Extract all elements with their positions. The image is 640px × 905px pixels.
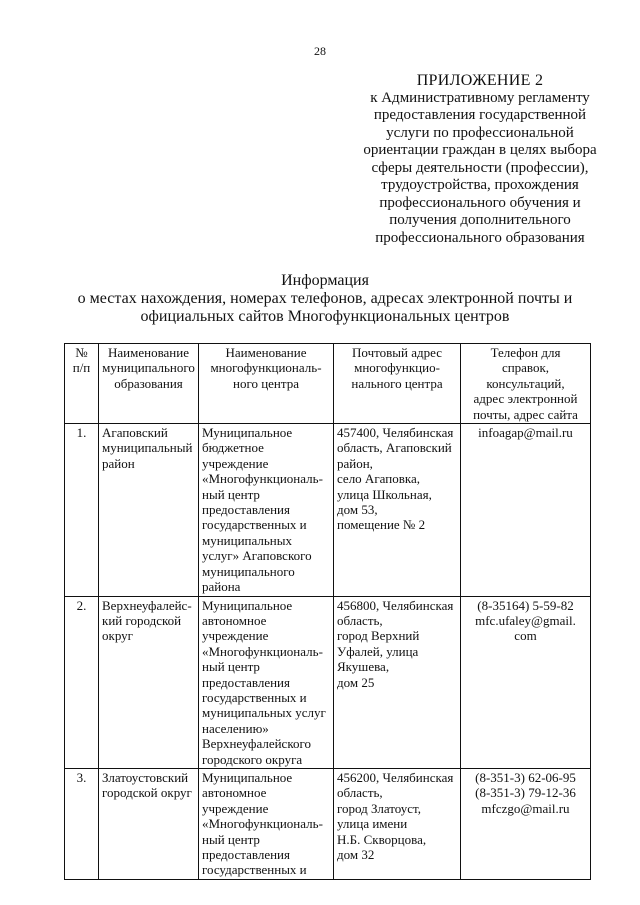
cell-line: кий городской	[102, 612, 182, 628]
cell-line: округ	[102, 628, 133, 644]
cell-line: помещение № 2	[337, 517, 426, 533]
cell-line: муниципальных услуг	[202, 705, 326, 721]
header-phone-email	[461, 344, 591, 424]
cell-line: Агаповский	[102, 425, 168, 441]
table-header-row	[65, 344, 591, 424]
cell-line: Телефон для	[490, 345, 561, 360]
cell-line: ный центр	[202, 831, 260, 847]
cell-line: муниципальных	[202, 532, 293, 548]
row-contacts	[461, 768, 591, 879]
cell-line: Муниципальное	[202, 769, 293, 785]
row-postal-address	[334, 424, 461, 596]
cell-line: ный центр	[202, 486, 260, 502]
cell-line: Якушева,	[337, 659, 390, 675]
cell-line: услуг» Агаповского	[202, 548, 312, 564]
cell-line: государственных и	[202, 862, 307, 878]
cell-line: mfc.ufaley@gmail.	[475, 612, 576, 628]
cell-line: (8-351-3) 79-12-36	[475, 785, 576, 801]
cell-line: район,	[337, 455, 373, 471]
cell-line: село Агаповка,	[337, 471, 420, 487]
appendix-line: получения дополнительного	[389, 212, 571, 228]
cell-line: дом 25	[337, 674, 375, 690]
cell-line: городской округ	[102, 785, 192, 801]
info-subtitle-line: о местах нахождения, номерах телефонов, адресах электронной почты и	[77, 290, 573, 307]
cell-line: многофункциональ-	[210, 360, 322, 376]
cell-line: городского округа	[202, 751, 303, 767]
row-municipality	[99, 424, 199, 596]
cell-line: Муниципальное	[202, 425, 293, 441]
cell-line: муниципальный	[102, 440, 193, 456]
row-center-name	[199, 596, 334, 768]
cell-line: mfczgo@mail.ru	[481, 800, 570, 816]
cell-line: 456200, Челябинская	[337, 769, 454, 785]
row-center-name	[199, 424, 334, 596]
info-title: Информация	[281, 272, 369, 289]
row-municipality	[99, 768, 199, 879]
cell-line: улица имени	[337, 816, 408, 832]
appendix-block	[330, 72, 630, 247]
row-number: 1.	[65, 424, 99, 596]
appendix-title: ПРИЛОЖЕНИЕ 2	[416, 72, 544, 89]
row-postal-address	[334, 768, 461, 879]
cell-line: дом 53,	[337, 502, 378, 518]
cell-line: infoagap@mail.ru	[478, 425, 573, 441]
cell-line: государственных и	[202, 517, 307, 533]
row-number: 3.	[65, 768, 99, 879]
info-heading	[50, 272, 600, 326]
appendix-line: услуги по профессиональной	[386, 124, 574, 141]
cell-line: населению»	[202, 720, 269, 736]
cell-line: дом 32	[337, 847, 375, 862]
cell-line: область,	[337, 612, 383, 628]
page-number: 28	[314, 44, 326, 58]
cell-line: многофункцио-	[354, 360, 440, 376]
row-number: 2.	[65, 596, 99, 768]
cell-line: «Многофункциональ-	[202, 816, 323, 832]
cell-line: Наименование	[108, 345, 189, 360]
cell-line: город Златоуст,	[337, 800, 421, 816]
header-center-name	[199, 344, 334, 424]
header-municipality	[99, 344, 199, 424]
cell-line: Верхнеуфалейского	[202, 736, 311, 752]
cell-line: область, Агаповский	[337, 440, 452, 456]
cell-line: (8-35164) 5-59-82	[477, 597, 574, 613]
cell-line: предоставления	[202, 674, 290, 690]
appendix-line: к Административному регламенту	[370, 89, 590, 106]
cell-line: 457400, Челябинская	[337, 425, 454, 441]
cell-line: «Многофункциональ-	[202, 471, 323, 487]
cell-line: учреждение	[202, 800, 269, 816]
cell-line: Уфалей, улица	[337, 643, 419, 659]
cell-line: почты, адрес сайта	[473, 406, 578, 422]
cell-line: нального центра	[351, 375, 443, 391]
table-row	[65, 768, 591, 879]
cell-line: область,	[337, 785, 383, 801]
cell-line: адрес электронной	[473, 391, 578, 407]
cell-line: город Верхний	[337, 628, 420, 644]
table-row	[65, 596, 591, 768]
cell-line: государственных и	[202, 689, 307, 705]
appendix-line: сферы деятельности (профессии),	[371, 159, 589, 176]
cell-line: муниципального	[102, 360, 195, 376]
cell-line: улица Школьная,	[337, 486, 432, 502]
cell-line: бюджетное	[202, 440, 264, 456]
cell-line: предоставления	[202, 502, 290, 518]
cell-line: района	[202, 579, 241, 595]
cell-line: 456800, Челябинская	[337, 597, 454, 613]
cell-line: (8-351-3) 62-06-95	[475, 769, 576, 785]
row-contacts	[461, 596, 591, 768]
appendix-line: профессионального образования	[375, 229, 585, 246]
cell-line: справок,	[501, 360, 550, 376]
cell-line: консультаций,	[486, 375, 565, 391]
cell-line: №	[75, 345, 88, 360]
cell-line: ного центра	[232, 375, 299, 391]
cell-line: com	[514, 628, 537, 644]
cell-line: автономное	[202, 612, 267, 628]
cell-line: автономное	[202, 785, 267, 801]
appendix-line: трудоустройства, прохождения	[381, 177, 579, 193]
cell-line: п/п	[72, 360, 91, 376]
cell-line: район	[102, 455, 135, 471]
row-municipality	[99, 596, 199, 768]
cell-line: учреждение	[202, 455, 269, 471]
cell-line: Верхнеуфалейс-	[102, 597, 192, 613]
cell-line: предоставления	[202, 847, 290, 862]
mfc-table	[64, 343, 591, 880]
cell-line: Почтовый адрес	[352, 345, 442, 360]
info-subtitle-line: официальных сайтов Многофункциональных центров	[140, 308, 510, 325]
header-postal-address	[334, 344, 461, 424]
cell-line: Н.Б. Скворцова,	[337, 831, 427, 847]
header-num	[65, 344, 99, 424]
appendix-line: профессионального обучения и	[379, 194, 581, 211]
row-postal-address	[334, 596, 461, 768]
cell-line: муниципального	[202, 563, 295, 579]
cell-line: Муниципальное	[202, 597, 293, 613]
cell-line: «Многофункциональ-	[202, 643, 323, 659]
appendix-line: ориентации граждан в целях выбора	[363, 142, 597, 158]
appendix-line: предоставления государственной	[373, 107, 587, 123]
cell-line: Златоустовский	[102, 769, 189, 785]
row-contacts	[461, 424, 591, 596]
row-center-name	[199, 768, 334, 879]
cell-line: учреждение	[202, 628, 269, 644]
cell-line: ный центр	[202, 659, 260, 675]
table-row	[65, 424, 591, 596]
cell-line: образования	[114, 375, 183, 391]
cell-line: Наименование	[225, 345, 307, 360]
